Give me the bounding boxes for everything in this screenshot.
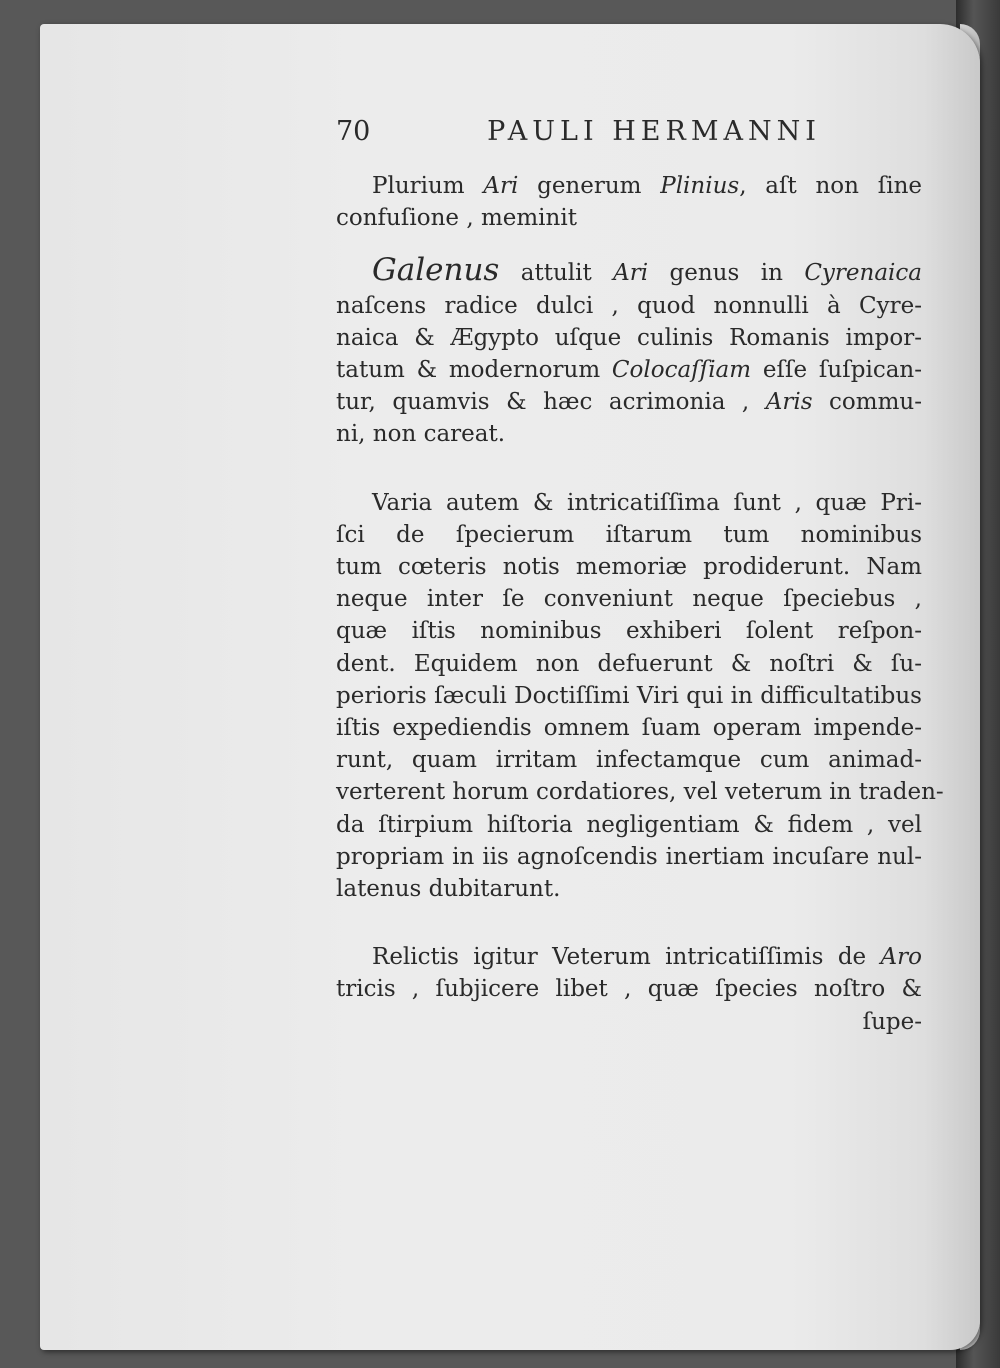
text-run: genus in — [648, 260, 805, 287]
text-run: quæ iſtis nominibus exhiberi ſolent reſpon- — [336, 618, 922, 645]
italic-term: Aro — [880, 944, 922, 971]
text-run: da ſtirpium hiſtoria negligentiam & fidem , vel — [336, 811, 922, 838]
text-run: Relictis igitur Veterum intricatiſſimis de — [372, 944, 881, 971]
text-run: tur, quamvis & hæc acrimonia , — [336, 389, 766, 416]
italic-term: Colocaſſiam — [611, 357, 752, 384]
text-line — [336, 487, 922, 519]
text-run: perioris ſæculi Doctiſſimi Viri qui in difficultatibus — [336, 682, 922, 709]
paragraph — [336, 170, 922, 234]
text-line — [336, 615, 922, 647]
page-text — [336, 116, 944, 1038]
running-head: PAULI HERMANNI — [487, 116, 821, 147]
text-line — [336, 519, 922, 551]
page-header — [336, 116, 922, 166]
text-line — [336, 776, 944, 808]
text-line — [336, 202, 922, 234]
body-text — [336, 170, 944, 1038]
text-run: commu- — [812, 389, 922, 416]
text-line — [336, 386, 922, 418]
text-run: ni, non careat. — [336, 421, 506, 448]
paragraph-gap — [336, 905, 922, 941]
text-line — [336, 841, 922, 873]
display-initial-word: Galenus — [372, 252, 500, 289]
text-run: runt, quam irritam infectamque cum animad- — [336, 747, 922, 774]
text-line — [336, 809, 922, 841]
text-run: Varia autem & intricatiſſima ſunt , quæ Pri- — [372, 489, 922, 516]
text-run: ſci de ſpecierum iſtarum tum nominibus — [336, 521, 922, 548]
text-run: tricis , ſubjicere libet , quæ ſpecies noſtro & — [336, 976, 922, 1003]
text-line — [336, 583, 922, 615]
text-line — [336, 712, 922, 744]
text-line — [336, 680, 922, 712]
text-run: verterent horum cordatiores, vel veterum in traden- — [336, 779, 944, 806]
text-line — [336, 941, 922, 973]
text-run: tatum & modernorum — [336, 357, 612, 384]
text-line — [336, 648, 922, 680]
italic-term: Cyrenaica — [804, 260, 922, 287]
text-run: propriam in iis agnoſcendis inertiam incuſare nul- — [336, 843, 922, 870]
text-line — [336, 744, 922, 776]
italic-term: Ari — [483, 173, 519, 199]
text-line — [336, 1006, 922, 1038]
text-line — [336, 290, 922, 322]
text-line — [336, 418, 922, 450]
text-line — [336, 354, 922, 386]
paragraph-gap — [336, 234, 922, 254]
text-run: ſupe- — [862, 1008, 922, 1035]
text-run: , aſt non ſine — [739, 173, 922, 199]
text-run: attulit — [499, 260, 614, 287]
text-run: naſcens radice dulci , quod nonnulli à Cyre- — [336, 292, 922, 319]
text-line — [336, 322, 922, 354]
text-line — [336, 170, 922, 202]
paragraph — [336, 487, 944, 906]
italic-term: Plinius — [660, 173, 740, 199]
italic-term: Aris — [765, 389, 813, 416]
text-line — [336, 551, 922, 583]
text-run: tum cœteris notis memoriæ prodiderunt. Nam — [336, 554, 922, 581]
paragraph — [336, 941, 922, 1038]
text-run: neque inter ſe conveniunt neque ſpeciebus , — [336, 586, 922, 613]
paragraph — [336, 254, 922, 450]
text-run: Plurium — [372, 173, 484, 199]
text-line — [336, 873, 922, 905]
page-number: 70 — [336, 116, 371, 147]
text-run: naica & Ægypto uſque culinis Romanis impor- — [336, 324, 922, 351]
text-run: eſſe ſuſpican- — [751, 357, 922, 384]
text-run: latenus dubitarunt. — [336, 876, 561, 903]
text-line — [336, 254, 922, 289]
text-run: dent. Equidem non defuerunt & noſtri & ſu- — [336, 650, 922, 677]
text-run: iſtis expediendis omnem ſuam operam impende- — [336, 715, 922, 742]
italic-term: Ari — [613, 260, 649, 287]
text-run: confuſione , meminit — [336, 205, 577, 232]
text-line — [336, 973, 922, 1005]
text-run: generum — [518, 173, 661, 199]
paragraph-gap — [336, 451, 922, 487]
